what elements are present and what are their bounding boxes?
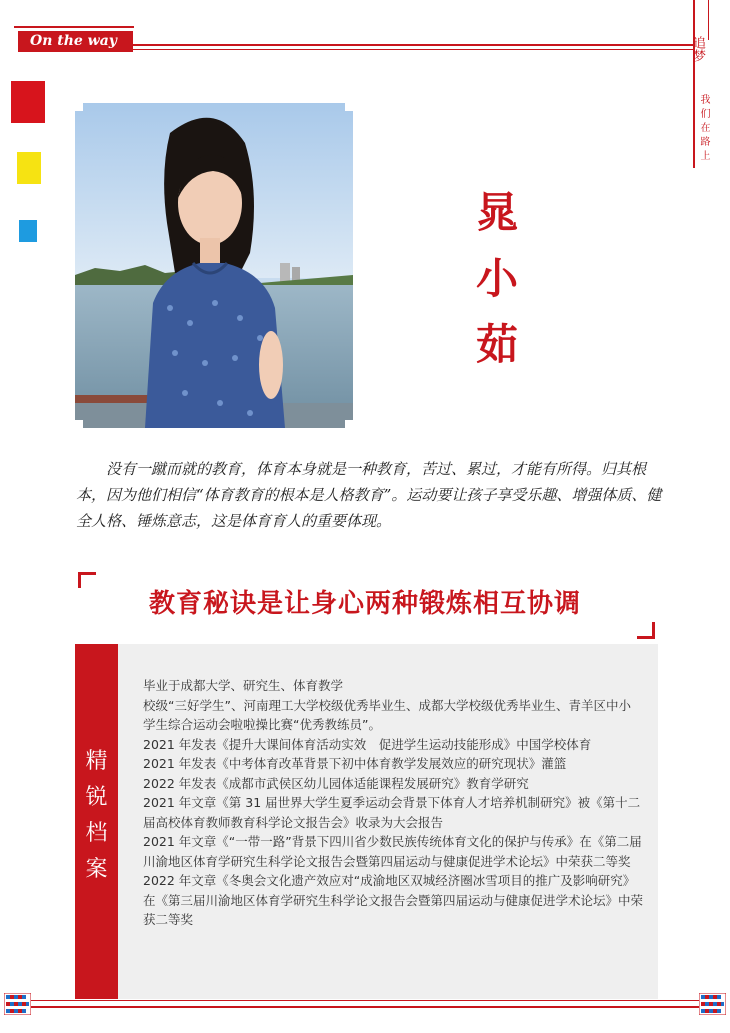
- decor-square-red: [11, 81, 45, 123]
- list-item: 2022 年文章《冬奥会文化遗产效应对“成渝地区双城经济圈冰雪项目的推广及影响研究》在《第三届川渝地区体育学研究生科学论文报告会暨第四届运动与健康促进学术论坛》中荣获二等奖: [143, 873, 644, 927]
- photo-corner-notch: [75, 103, 83, 111]
- list-item: 2021 年文章《“一带一路”背景下四川省少数民族传统体育文化的保护与传承》在《第二届川渝地区体育学研究生科学论文报告会暨第四届运动与健康促进学术论坛》中荣获二等奖: [143, 834, 642, 869]
- photo-corner-notch: [345, 103, 353, 111]
- list-item: 毕业于成都大学、研究生、体育教学: [143, 678, 344, 693]
- header-rule-top: [14, 26, 134, 28]
- panel-label-char: 档: [85, 821, 108, 846]
- header-tag: On the way: [18, 31, 133, 52]
- footer-rule-thin: [22, 1000, 712, 1001]
- heading-bracket-bottom-right: [652, 622, 655, 639]
- name-char: 茹: [475, 320, 518, 369]
- decor-square-yellow: [17, 152, 41, 184]
- side-strip-title: 追梦: [690, 36, 705, 62]
- profile-panel-label: [75, 744, 118, 888]
- list-item: 2021 年文章《第 31 届世界大学生夏季运动会背景下体育人才培养机制研究》被《第十二届高校体育教师教育科学论文报告会》收录为大会报告: [143, 795, 641, 830]
- list-item: 2021 年发表《中考体育改革背景下初中体育教学发展效应的研究现状》灌篮: [143, 756, 567, 771]
- panel-label-char: 案: [85, 857, 108, 882]
- footer-rule: [22, 1006, 712, 1008]
- header-rule: [133, 44, 693, 46]
- checker-ornament-left: [4, 993, 31, 1019]
- name-char: 晁: [475, 188, 518, 237]
- photo-corner-notch: [75, 420, 83, 428]
- list-item: 2022 年发表《成都市武侯区幼儿园体适能课程发展研究》教育学研究: [143, 775, 529, 791]
- side-strip-rule-thin: [708, 0, 709, 40]
- header-rule-thin: [133, 49, 693, 50]
- list-item: 校级“三好学生”、河南理工大学校级优秀毕业生、成都大学校级优秀毕业生、青羊区中小学生综合运动会啦啦操比赛“优秀教练员”。: [143, 697, 631, 732]
- checker-ornament-right: [699, 993, 726, 1019]
- decor-square-blue: [19, 220, 37, 242]
- side-strip-subtitle: 我们在路上: [698, 94, 709, 164]
- motto-paragraph: 没有一蹴而就的教育，体育本身就是一种教育，苦过、累过，才能有所得。归其根本，因为他们相信“体育教育的根本是人格教育”。运动要让孩子享受乐趣、增强体质、健全人格、锤炼意志，这是体育育人的重要体现。: [76, 460, 662, 530]
- profile-list: [143, 676, 643, 930]
- list-item: 2021 年发表《提升大课间体育活动实效 促进学生运动技能形成》中国学校体育: [143, 736, 592, 752]
- panel-label-char: 锐: [85, 785, 108, 810]
- profile-name: [462, 180, 532, 378]
- panel-label-char: 精: [85, 749, 108, 774]
- section-heading: 教育秘诀是让身心两种锻炼相互协调: [148, 589, 581, 619]
- portrait-photo: [75, 103, 353, 428]
- name-char: 小: [475, 254, 518, 303]
- photo-corner-notch: [345, 420, 353, 428]
